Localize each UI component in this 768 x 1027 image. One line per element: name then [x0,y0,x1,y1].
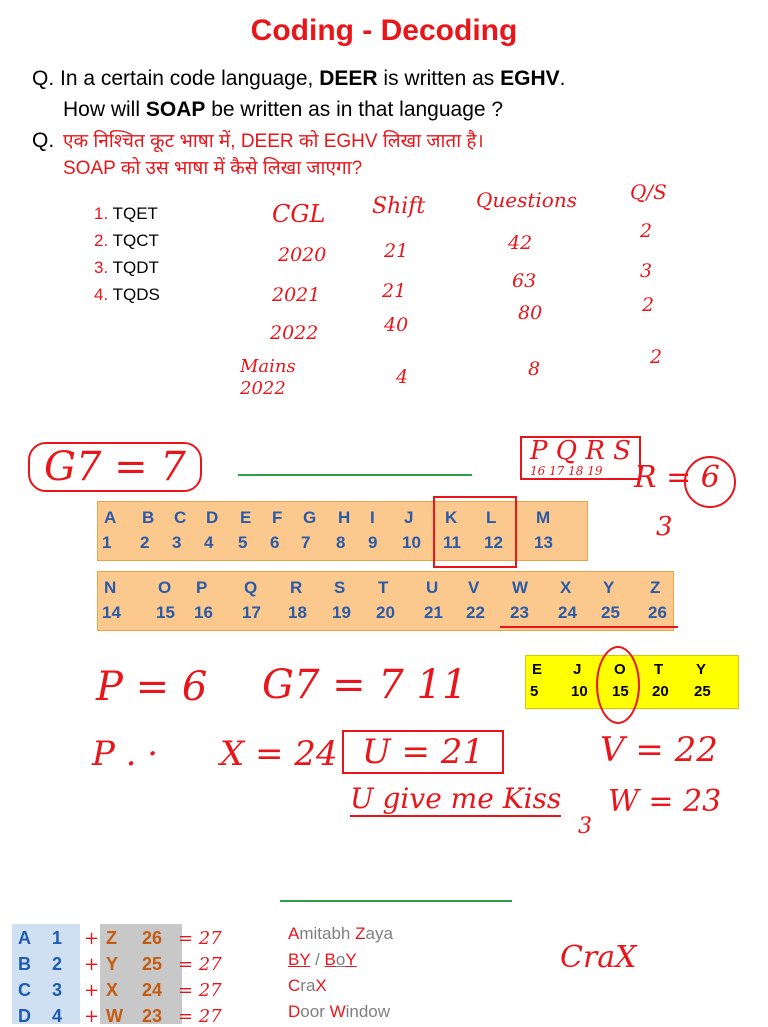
r-equals-note: R = 6 [634,460,720,495]
plus-mark: + [84,954,100,975]
alphabet-number: 1 [102,533,112,552]
alphabet-letter: K [445,508,458,527]
ejoty-number: 25 [694,683,711,700]
alphabet-letter: H [338,508,351,527]
pair-letter: Y [106,954,119,974]
alphabet-number: 10 [402,533,421,552]
stats-year-mains: Mains 2022 [240,356,296,399]
alphabet-letter: Y [603,578,615,597]
kl-highlight-box [433,496,517,568]
stats-year: 2021 [272,284,321,306]
question-word: SOAP [145,98,206,121]
alphabet-number: 19 [332,603,351,622]
question-word: DEER [319,67,378,90]
pair-number: 23 [142,1006,163,1026]
stats-questions: 80 [518,302,543,324]
alphabet-letter: L [486,508,497,527]
pair-sum: = 27 [178,954,222,975]
three-note: 3 [656,512,673,542]
option-3: 3. TQDT [94,258,159,277]
u-give-me-kiss-note: U give me Kiss [350,782,562,815]
divider [280,900,512,902]
pair-number: 2 [52,954,63,974]
alphabet-number: 17 [242,603,261,622]
stats-questions: 8 [528,358,541,380]
mnemonic-3: CraX [288,976,327,995]
alphabet-letter: I [370,508,375,527]
question-en-line2: How will SOAP be written as in that language ? [63,98,504,121]
alphabet-letter: C [174,508,187,527]
g7-note: G7 = 7 [28,442,202,492]
pair-letter: A [18,928,31,948]
u-equals-box: U = 21 [342,730,504,774]
alphabet-letter: P [196,578,208,597]
option-2: 2. TQCT [94,231,159,250]
stats-header-shift: Shift [372,194,426,219]
alphabet-number: 9 [368,533,378,552]
alphabet-letter: X [560,578,572,597]
question-text: In a certain code language, [60,67,314,90]
g7-eleven-note: G7 = 7 11 [262,662,468,708]
alphabet-letter: V [468,578,480,597]
alphabet-letter: J [404,508,414,527]
question-hi-prefix: Q. [32,129,55,152]
crax-note: CraX [560,940,637,975]
pair-number: 25 [142,954,163,974]
alphabet-number: 16 [194,603,213,622]
stats-header-questions: Questions [476,188,577,212]
stats-header-cgl: CGL [272,200,326,228]
plus-mark: + [84,980,100,1001]
ejoty-number: 5 [530,683,539,700]
alphabet-letter: N [104,578,117,597]
stats-shift: 40 [384,314,409,336]
pair-letter: D [18,1006,31,1026]
alphabet-number: 5 [238,533,248,552]
ejoty-number: 10 [571,683,588,700]
p-equals-note: P = 6 [96,664,208,710]
alphabet-letter: F [272,508,283,527]
pair-letter: X [106,980,119,1000]
alphabet-number: 25 [601,603,620,622]
pair-number: 26 [142,928,163,948]
divider [238,474,472,476]
alphabet-number: 21 [424,603,443,622]
alphabet-number: 3 [172,533,182,552]
question-code: EGHV [500,67,560,90]
alphabet-letter: B [142,508,155,527]
pair-sum: = 27 [178,980,222,1001]
stats-questions: 42 [508,232,533,254]
stats-shift: 21 [382,280,407,302]
option-4: 4. TQDS [94,285,160,304]
w-equals-note: W = 23 [608,784,722,819]
plus-mark: + [84,928,100,949]
alphabet-letter: M [536,508,551,527]
alphabet-number: 11 [443,533,461,552]
pair-letter: B [18,954,31,974]
three-note: 3 [578,814,592,839]
v-equals-note: V = 22 [600,730,718,770]
alphabet-letter: O [158,578,172,597]
stats-shift: 4 [396,366,409,388]
alphabet-letter: D [206,508,219,527]
alphabet-number: 12 [484,533,503,552]
alphabet-number: 14 [102,603,121,622]
pair-number: 4 [52,1006,63,1026]
alphabet-number: 24 [558,603,577,622]
plus-mark: + [84,1006,100,1027]
stats-shift: 21 [384,240,409,262]
alphabet-number: 13 [534,533,553,552]
ejoty-number: 20 [652,683,669,700]
ejoty-letter: O [614,661,626,678]
ejoty-letter: Y [696,661,707,678]
pair-number: 24 [142,980,163,1000]
stats-year: 2020 [278,244,327,266]
pair-sum: = 27 [178,928,222,949]
stats-qs: 2 [640,220,653,242]
option-1: 1. TQET [94,204,158,223]
pair-number: 3 [52,980,63,1000]
ejoty-letter: T [654,661,664,678]
alphabet-number: 22 [466,603,485,622]
alphabet-number: 20 [376,603,395,622]
alphabet-letter: Z [650,578,661,597]
alphabet-letter: G [303,508,317,527]
page-title: Coding - Decoding [250,14,518,47]
alphabet-letter: Q [244,578,258,597]
alphabet-letter: A [104,508,117,527]
ejoty-letter: E [532,661,543,678]
question-text: is written as [383,67,495,90]
question-hi-line1: एक निश्चित कूट भाषा में, DEER को EGHV लिखा जाता है। [63,131,484,152]
question-en: Q. In a certain code language, DEER is written as EGHV. [32,67,566,90]
ejoty-number: 15 [612,683,629,700]
stats-qs: 2 [642,294,655,316]
alphabet-letter: E [240,508,252,527]
pair-sum: = 27 [178,1006,222,1027]
alphabet-letter: T [378,578,389,597]
pair-letter: Z [106,928,117,948]
pqrs-box: P Q R S 16 17 18 19 [520,436,641,480]
circle-mark [596,646,640,724]
question-prefix: Q. [32,67,55,90]
mnemonic-2: BY / BoY [288,950,357,969]
circle-mark [684,456,736,508]
p-note: P . · [92,734,159,774]
alphabet-number: 2 [140,533,150,552]
alphabet-number: 26 [648,603,667,622]
question-hi-line2: SOAP को उस भाषा में कैसे लिखा जाएगा? [63,158,363,179]
alphabet-number: 7 [301,533,311,552]
alphabet-number: 18 [288,603,307,622]
ejoty-letter: J [573,661,582,678]
x-equals-note: X = 24 [220,734,338,774]
stats-questions: 63 [512,270,537,292]
mnemonic-4: Door Window [288,1002,391,1021]
alphabet-number: 8 [336,533,346,552]
alphabet-number: 4 [204,533,214,552]
alphabet-number: 23 [510,603,529,622]
alphabet-letter: U [426,578,439,597]
alphabet-letter: R [290,578,303,597]
stats-qs: 3 [640,260,653,282]
stats-qs: 2 [650,346,663,368]
stats-header-qs: Q/S [630,180,667,204]
alphabet-number: 15 [156,603,175,622]
pair-letter: C [18,980,31,1000]
alphabet-row-2 [97,571,674,631]
pair-number: 1 [52,928,63,948]
pair-letter: W [106,1006,123,1026]
alphabet-letter: W [512,578,529,597]
alphabet-number: 6 [270,533,280,552]
mnemonic-1: Amitabh Zaya [288,924,393,943]
alphabet-letter: S [334,578,346,597]
underline-mark [500,626,678,628]
stats-year: 2022 [270,322,319,344]
